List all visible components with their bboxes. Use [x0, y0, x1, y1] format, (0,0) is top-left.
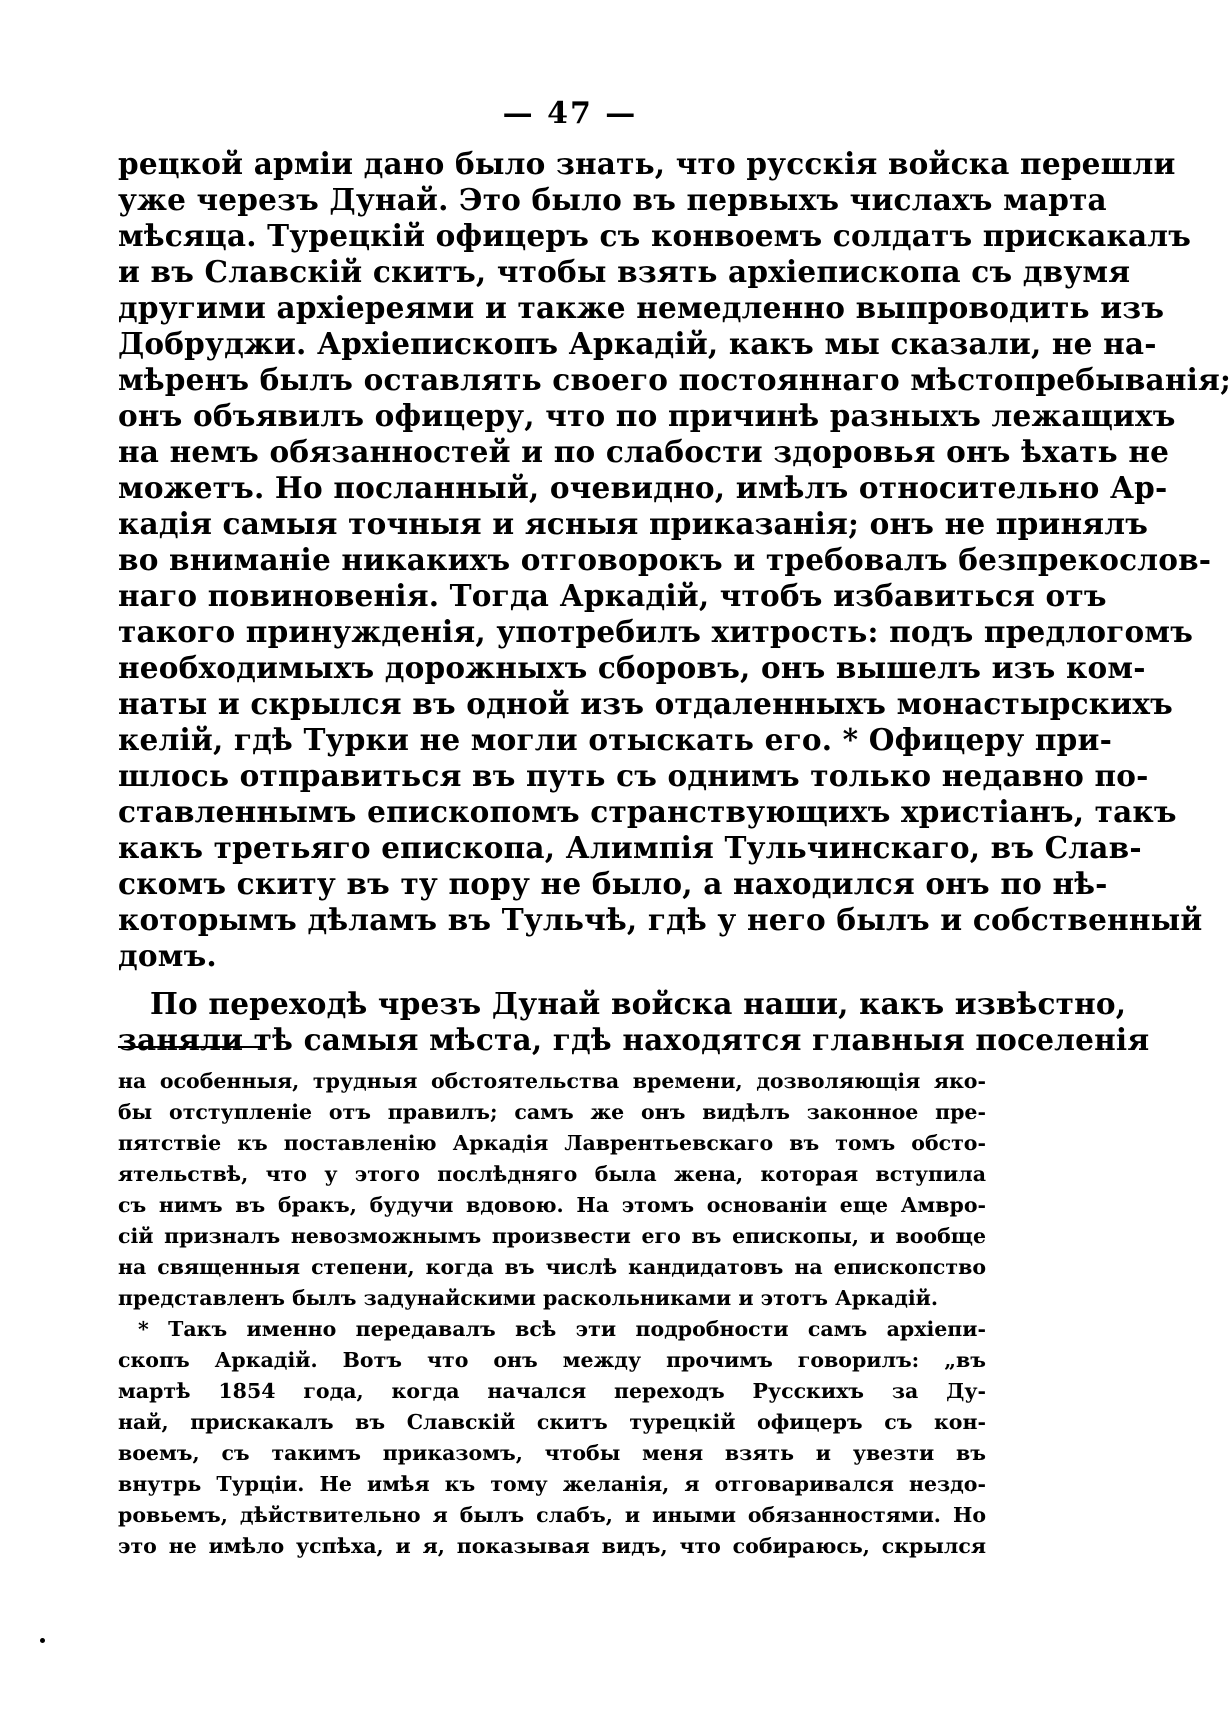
text-line: наты и скрылся въ одной изъ отдаленныхъ монастырскихъ: [118, 686, 1173, 721]
footnote-line: представленъ былъ задунайскими раскольниками и этотъ Аркадій.: [118, 1286, 939, 1310]
text-line: домъ.: [118, 938, 217, 973]
text-line: на немъ обязанностей и по слабости здоровья онъ ѣхать не: [118, 434, 1170, 469]
text-line: ставленнымъ епископомъ странствующихъ христіанъ, такъ: [118, 794, 1177, 829]
text-line: Добруджи. Архіепископъ Аркадій, какъ мы сказали, не на-: [118, 326, 1157, 361]
footnote-line: сій призналъ невозможнымъ произвести его въ епископы, и вообще: [118, 1224, 986, 1248]
text-line: можетъ. Но посланный, очевидно, имѣлъ относительно Ар-: [118, 470, 1168, 505]
footnote-line: на особенныя, трудныя обстоятельства времени, дозволяющія яко-: [118, 1069, 986, 1093]
footnote-continuation: [118, 1066, 986, 1314]
footnote-line: ровьемъ, дѣйствительно я былъ слабъ, и иными обязанностями. Но: [118, 1503, 986, 1527]
footnote-line: внутрь Турціи. Не имѣя къ тому желанія, я отговаривался нездо-: [118, 1472, 986, 1496]
text-line: шлось отправиться въ путь съ однимъ только недавно по-: [118, 758, 1149, 793]
footnote-line: пятствіе къ поставленію Аркадія Лаврентьевскаго въ томъ обсто-: [118, 1131, 986, 1155]
paragraph-gap: [118, 974, 986, 986]
text-line: и въ Славскій скитъ, чтобы взять архіепископа съ двумя: [118, 254, 1131, 289]
text-line: необходимыхъ дорожныхъ сборовъ, онъ вышелъ изъ ком-: [118, 650, 1146, 685]
text-line: во вниманіе никакихъ отговорокъ и требовалъ безпрекослов-: [118, 542, 1212, 577]
footnote-line: * Такъ именно передавалъ всѣ эти подробности самъ архіепи-: [138, 1317, 986, 1341]
footnotes: [118, 1066, 986, 1562]
footnote-line: бы отступленіе отъ правилъ; самъ же онъ видѣлъ законное пре-: [118, 1100, 986, 1124]
page-number: — 47 —: [502, 96, 638, 131]
text-line: кадія самыя точныя и ясныя приказанія; онъ не принялъ: [118, 506, 1149, 541]
text-line: скомъ скиту въ ту пору не было, а находился онъ по нѣ-: [118, 866, 1108, 901]
text-line: какъ третьяго епископа, Алимпія Тульчинскаго, въ Слав-: [118, 830, 1142, 865]
margin-dot-mark: [40, 1638, 45, 1643]
text-line: другими архіереями и также немедленно выпроводить изъ: [118, 290, 1165, 325]
text-line: рецкой арміи дано было знать, что русскія войска перешли: [118, 146, 1176, 181]
text-line: такого принужденія, употребилъ хитрость: подъ предлогомъ: [118, 614, 1194, 649]
text-line: мѣренъ былъ оставлять своего постояннаго мѣстопребыванія;: [118, 362, 1231, 397]
text-line: заняли тѣ самыя мѣста, гдѣ находятся главныя поселенія: [118, 1022, 1150, 1057]
text-line: мѣсяца. Турецкій офицеръ съ конвоемъ солдатъ прискакалъ: [118, 218, 1192, 253]
text-line: келій, гдѣ Турки не могли отыскать его. * Офицеру при-: [118, 722, 1113, 757]
footnote-line: мартѣ 1854 года, когда начался переходъ Русскихъ за Ду-: [118, 1379, 986, 1403]
footnote-line: ятельствѣ, что у этого послѣдняго была жена, которая вступила: [118, 1162, 986, 1186]
footnote-divider: [118, 1046, 260, 1048]
text-line: уже черезъ Дунай. Это было въ первыхъ числахъ марта: [118, 182, 1107, 217]
text-line: наго повиновенія. Тогда Аркадій, чтобъ избавиться отъ: [118, 578, 1107, 613]
footnote-line: это не имѣло успѣха, и я, показывая видъ, что собираюсь, скрылся: [118, 1534, 986, 1558]
footnote-line: на священныя степени, когда въ числѣ кандидатовъ на епископство: [118, 1255, 986, 1279]
footnote-line: воемъ, съ такимъ приказомъ, чтобы меня взять и увезти въ: [118, 1441, 986, 1465]
footnote-star: [118, 1314, 986, 1562]
footnote-line: най, прискакалъ въ Славскій скитъ турецкій офицеръ съ кон-: [118, 1410, 986, 1434]
footnote-line: съ нимъ въ бракъ, будучи вдовою. На этомъ основаніи еще Амвро-: [118, 1193, 986, 1217]
text-line: которымъ дѣламъ въ Тульчѣ, гдѣ у него былъ и собственный: [118, 902, 1203, 937]
main-text: [118, 146, 1231, 1058]
text-line: По переходѣ чрезъ Дунай войска наши, какъ извѣстно,: [150, 986, 1127, 1021]
footnote-line: скопъ Аркадій. Вотъ что онъ между прочимъ говорилъ: „въ: [118, 1348, 986, 1372]
text-line: онъ объявилъ офицеру, что по причинѣ разныхъ лежащихъ: [118, 398, 1176, 433]
paragraph-1: [118, 146, 1231, 974]
